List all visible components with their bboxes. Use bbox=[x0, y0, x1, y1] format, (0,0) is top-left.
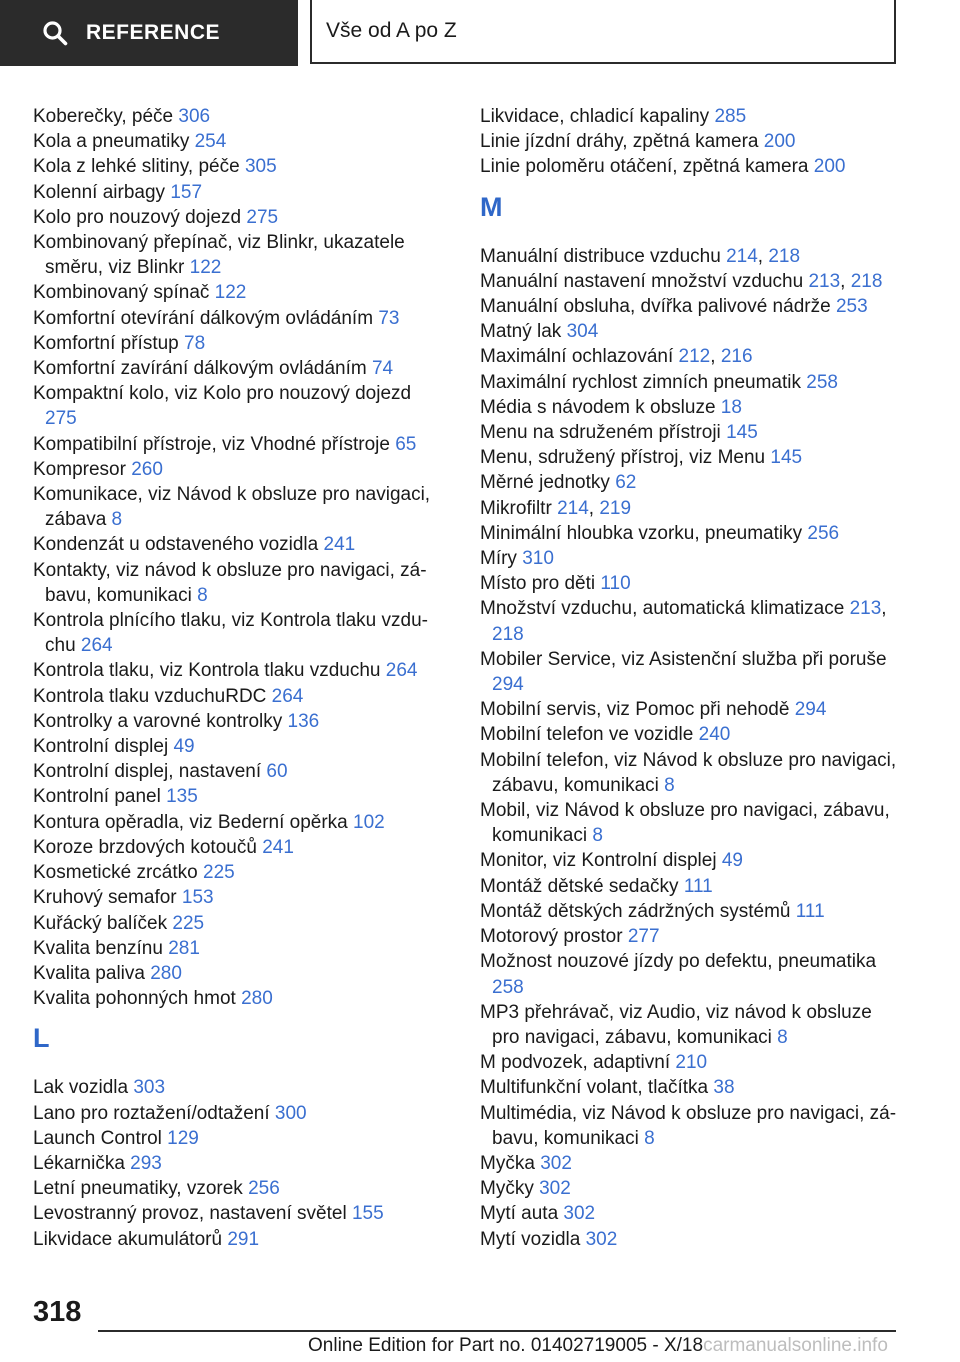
index-term: Kola a pneumatiky bbox=[33, 131, 195, 153]
index-term: Kontura opěradla, viz Bederní opěrka bbox=[33, 811, 354, 833]
index-entry bbox=[480, 269, 900, 294]
section-tab-label: Vše od A po Z bbox=[326, 19, 457, 42]
index-term: Kompatibilní přístroje, viz Vhodné přístroje bbox=[33, 433, 396, 455]
index-entry bbox=[33, 558, 433, 608]
page-link[interactable]: 145 bbox=[770, 447, 803, 469]
index-entry bbox=[33, 482, 433, 532]
index-entry bbox=[480, 697, 900, 722]
index-entry bbox=[33, 331, 433, 356]
index-entry bbox=[480, 445, 900, 470]
page-link[interactable]: 62 bbox=[615, 472, 637, 494]
index-entry bbox=[33, 734, 433, 759]
index-term: Mobil, viz Návod k obsluze pro navigaci, zábavu, komunikaci bbox=[480, 800, 890, 847]
index-entry bbox=[33, 1176, 433, 1201]
index-term: Komunikace, viz Návod k obsluze pro navigaci, zábava bbox=[33, 484, 431, 531]
index-term: Mikrofiltr bbox=[480, 497, 558, 519]
index-entry bbox=[480, 1101, 900, 1151]
page-link[interactable]: 275 bbox=[246, 206, 279, 228]
page-link[interactable]: 256 bbox=[807, 522, 840, 544]
index-term: Mobilní telefon ve vozidle bbox=[480, 724, 699, 746]
index-term: Komfortní otevírání dálkovým ovládáním bbox=[33, 307, 379, 329]
index-entry bbox=[480, 344, 900, 369]
index-entry bbox=[480, 1201, 900, 1226]
page-link[interactable]: 241 bbox=[323, 534, 356, 556]
index-entry bbox=[33, 709, 433, 734]
index-term: Multimédia, viz Návod k obsluze pro navigaci, zábavu, komunikaci bbox=[480, 1102, 897, 1149]
page-link[interactable]: 213 bbox=[849, 598, 882, 620]
page-link[interactable]: 241 bbox=[262, 836, 294, 858]
page-number: 318 bbox=[33, 1296, 82, 1328]
index-entry bbox=[480, 924, 900, 949]
index-term: Manuální distribuce vzduchu bbox=[480, 245, 727, 267]
index-entry bbox=[33, 860, 433, 885]
index-entry bbox=[33, 658, 433, 683]
index-entry bbox=[33, 961, 433, 986]
page-link[interactable]: 294 bbox=[794, 699, 827, 721]
index-term: Kombinovaný přepínač, viz Blinkr, ukazatele směru, viz Blinkr bbox=[33, 232, 405, 279]
page-link[interactable]: 285 bbox=[714, 106, 747, 127]
index-entry bbox=[480, 104, 900, 129]
index-term: Levostranný provoz, nastavení světel bbox=[33, 1203, 352, 1225]
index-term: Množství vzduchu, automatická klimatizace bbox=[480, 598, 850, 620]
section-letter-heading: L bbox=[33, 1023, 50, 1054]
index-term: Linie jízdní dráhy, zpětná kamera bbox=[480, 131, 764, 153]
index-entry bbox=[33, 180, 433, 205]
index-term: Kontrola tlaku vzduchuRDC bbox=[33, 685, 272, 707]
index-term: Kombinovaný spínač bbox=[33, 282, 215, 304]
section-letter-heading: M bbox=[480, 191, 503, 222]
index-term: Komfortní přístup bbox=[33, 332, 185, 354]
page-link[interactable]: 310 bbox=[522, 548, 554, 570]
index-term: Kontrolky a varovné kontrolky bbox=[33, 710, 288, 732]
index-entry bbox=[33, 104, 433, 129]
page-link[interactable]: 218 bbox=[768, 245, 801, 267]
page-link[interactable]: 111 bbox=[683, 875, 713, 897]
index-term: Komfortní zavírání dálkovým ovládáním bbox=[33, 358, 372, 380]
index-entry bbox=[480, 848, 900, 873]
page-link[interactable]: 302 bbox=[540, 1152, 572, 1174]
page-link[interactable]: 136 bbox=[287, 710, 320, 732]
index-term: Kola z lehké slitiny, péče bbox=[33, 156, 245, 178]
page-link[interactable]: 264 bbox=[385, 660, 418, 682]
index-term: Možnost nouzové jízdy po defektu, pneumatika bbox=[480, 951, 877, 973]
index-term: Multifunkční volant, tlačítka bbox=[480, 1077, 714, 1099]
page-link[interactable]: 218 bbox=[850, 270, 883, 292]
page-link[interactable]: 256 bbox=[248, 1178, 280, 1200]
index-entry bbox=[33, 986, 433, 1011]
page-link[interactable]: 8 bbox=[592, 825, 603, 847]
index-entry bbox=[480, 1227, 900, 1252]
page-link[interactable]: 275 bbox=[45, 408, 77, 430]
page-separator: , bbox=[757, 245, 769, 267]
reference-tab-label: REFERENCE bbox=[86, 21, 221, 44]
page-link[interactable]: 291 bbox=[227, 1228, 260, 1250]
index-entry bbox=[33, 911, 433, 936]
page-link[interactable]: 253 bbox=[835, 296, 868, 318]
index-term: Kvalita pohonných hmot bbox=[33, 988, 242, 1010]
page-link[interactable]: 218 bbox=[492, 623, 524, 645]
index-term: Kruhový semafor bbox=[33, 887, 182, 909]
page-link[interactable]: 49 bbox=[721, 850, 743, 872]
index-entry bbox=[480, 949, 900, 999]
index-term: Kvalita benzínu bbox=[33, 937, 169, 959]
page-link[interactable]: 18 bbox=[720, 396, 742, 418]
index-term: Kolenní airbagy bbox=[33, 181, 171, 203]
index-term: Kuřácký balíček bbox=[33, 912, 173, 934]
index-entry bbox=[480, 470, 900, 495]
page-link[interactable]: 74 bbox=[371, 358, 394, 380]
page-link[interactable]: 225 bbox=[172, 912, 205, 934]
index-entry bbox=[33, 759, 433, 784]
index-term: Kontrola plnícího tlaku, viz Kontrola tlaku vzduchu bbox=[33, 610, 428, 657]
page-link[interactable]: 65 bbox=[395, 433, 417, 455]
page-link[interactable]: 225 bbox=[203, 862, 235, 884]
index-term: Launch Control bbox=[33, 1127, 168, 1149]
page-link[interactable]: 219 bbox=[599, 497, 632, 519]
page-link[interactable]: 78 bbox=[184, 332, 206, 354]
top-tab-bar bbox=[0, 0, 960, 66]
page-link[interactable]: 122 bbox=[189, 257, 222, 279]
index-entry bbox=[480, 244, 900, 269]
page-link[interactable]: 281 bbox=[168, 937, 200, 959]
index-term: Kontrolní displej, nastavení bbox=[33, 761, 267, 783]
index-term: Koroze brzdových kotoučů bbox=[33, 836, 263, 858]
page-link[interactable]: 135 bbox=[166, 786, 198, 808]
page-link[interactable]: 303 bbox=[133, 1077, 166, 1099]
index-entry bbox=[480, 546, 900, 571]
page-separator: , bbox=[840, 270, 851, 292]
index-entry bbox=[33, 608, 433, 658]
index-entry bbox=[480, 1176, 900, 1201]
index-entry bbox=[33, 356, 433, 381]
index-entry bbox=[480, 596, 900, 646]
page-link[interactable]: 38 bbox=[713, 1077, 735, 1099]
page-link[interactable]: 277 bbox=[627, 926, 660, 948]
page-link[interactable]: 304 bbox=[566, 321, 599, 343]
index-entry bbox=[33, 1101, 433, 1126]
index-entry bbox=[33, 810, 433, 835]
page-link[interactable]: 300 bbox=[274, 1102, 307, 1124]
page-link[interactable]: 8 bbox=[777, 1026, 788, 1048]
index-entry bbox=[480, 496, 900, 521]
index-term: Montáž dětských zádržných systémů bbox=[480, 900, 796, 922]
page-link[interactable]: 258 bbox=[492, 976, 524, 998]
index-entry bbox=[33, 835, 433, 860]
index-term: Montáž dětské sedačky bbox=[480, 875, 684, 897]
index-term: Lano pro roztažení/odtažení bbox=[33, 1102, 275, 1124]
index-entry bbox=[480, 420, 900, 445]
page-link[interactable]: 155 bbox=[351, 1203, 384, 1225]
index-term: Měrné jednotky bbox=[480, 472, 616, 494]
edition-text: Online Edition for Part no. 01402719005 - X/18 bbox=[308, 1335, 704, 1356]
index-term: Mobilní servis, viz Pomoc při nehodě bbox=[480, 699, 795, 721]
page-link[interactable]: 306 bbox=[178, 106, 211, 127]
index-term: Myčka bbox=[480, 1152, 541, 1174]
page-link[interactable]: 212 bbox=[678, 346, 711, 368]
index-entry bbox=[480, 798, 900, 848]
index-term: Mytí vozidla bbox=[480, 1228, 586, 1250]
page-link[interactable]: 302 bbox=[563, 1203, 596, 1225]
index-entry bbox=[33, 432, 433, 457]
page-link[interactable]: 302 bbox=[539, 1178, 571, 1200]
index-term: Mobilní telefon, viz Návod k obsluze pro navigaci, zábavu, komunikaci bbox=[480, 749, 897, 796]
index-entry bbox=[33, 885, 433, 910]
index-term: Monitor, viz Kontrolní displej bbox=[480, 850, 722, 872]
index-entry bbox=[33, 1075, 433, 1100]
index-term: Manuální obsluha, dvířka palivové nádrže bbox=[480, 296, 836, 318]
watermark-text: carmanualsonline.info bbox=[703, 1335, 888, 1356]
page-link[interactable]: 280 bbox=[241, 988, 273, 1010]
index-term: Maximální ochlazování bbox=[480, 346, 679, 368]
page-link[interactable]: 302 bbox=[585, 1228, 618, 1250]
page-link[interactable]: 200 bbox=[763, 131, 796, 153]
index-entry bbox=[33, 1151, 433, 1176]
index-entry bbox=[480, 899, 900, 924]
index-term: Kompresor bbox=[33, 458, 132, 480]
page-link[interactable]: 102 bbox=[353, 811, 385, 833]
index-entry bbox=[480, 1050, 900, 1075]
page-link[interactable]: 214 bbox=[726, 245, 758, 267]
index-entry bbox=[33, 129, 433, 154]
index-entry bbox=[33, 1227, 433, 1252]
index-entry bbox=[480, 370, 900, 395]
search-icon bbox=[42, 20, 68, 46]
index-entry bbox=[480, 647, 900, 697]
index-term: Matný lak bbox=[480, 321, 567, 343]
index-entry bbox=[480, 571, 900, 596]
index-entry bbox=[480, 722, 900, 747]
page-link[interactable]: 213 bbox=[808, 270, 841, 292]
index-term: Minimální hloubka vzorku, pneumatiky bbox=[480, 522, 808, 544]
index-term: Kontrolní displej bbox=[33, 736, 174, 758]
index-entry bbox=[33, 457, 433, 482]
index-entry bbox=[33, 1126, 433, 1151]
page-link[interactable]: 258 bbox=[806, 371, 838, 393]
index-term: Likvidace, chladicí kapaliny bbox=[480, 106, 715, 127]
index-entry bbox=[480, 395, 900, 420]
index-term: Lak vozidla bbox=[33, 1077, 134, 1099]
index-term: Kontakty, viz návod k obsluze pro navigaci, zábavu, komunikaci bbox=[33, 559, 427, 606]
page-link[interactable]: 210 bbox=[675, 1052, 708, 1074]
index-term: Kolo pro nouzový dojezd bbox=[33, 206, 247, 228]
index-term: Menu na sdruženém přístroji bbox=[480, 422, 727, 444]
page-link[interactable]: 49 bbox=[173, 736, 195, 758]
footer-divider bbox=[98, 1330, 896, 1332]
page-link[interactable]: 254 bbox=[194, 131, 227, 153]
index-term: Kompaktní kolo, viz Kolo pro nouzový dojezd bbox=[33, 383, 412, 405]
index-column-left bbox=[33, 104, 433, 1252]
index-entry bbox=[33, 230, 433, 280]
page-link[interactable]: 8 bbox=[644, 1127, 655, 1149]
index-entry bbox=[33, 532, 433, 557]
index-term: Míry bbox=[480, 548, 523, 570]
index-entry bbox=[480, 1000, 900, 1050]
index-entry bbox=[480, 129, 900, 154]
page-link[interactable]: 216 bbox=[720, 346, 753, 368]
page-link[interactable]: 145 bbox=[726, 422, 758, 444]
page-link[interactable]: 305 bbox=[244, 156, 277, 178]
page-link[interactable]: 111 bbox=[795, 900, 825, 922]
index-term: Manuální nastavení množství vzduchu bbox=[480, 270, 809, 292]
page-link[interactable]: 153 bbox=[181, 887, 214, 909]
page-link[interactable]: 264 bbox=[271, 685, 304, 707]
index-term: Média s návodem k obsluze bbox=[480, 396, 721, 418]
index-term: Mobiler Service, viz Asistenční služba při poruše bbox=[480, 648, 887, 670]
index-term: Menu, sdružený přístroj, viz Menu bbox=[480, 447, 771, 469]
page-link[interactable]: 8 bbox=[664, 774, 675, 796]
index-entry bbox=[33, 784, 433, 809]
index-term: Kontrola tlaku, viz Kontrola tlaku vzduchu bbox=[33, 660, 386, 682]
reference-tab[interactable] bbox=[0, 0, 298, 66]
section-tab[interactable] bbox=[310, 0, 896, 64]
index-term: Likvidace akumulátorů bbox=[33, 1228, 228, 1250]
index-entry bbox=[480, 319, 900, 344]
index-term: Myčky bbox=[480, 1178, 540, 1200]
index-entry bbox=[480, 748, 900, 798]
page-link[interactable]: 8 bbox=[197, 584, 208, 606]
index-term: Kontrolní panel bbox=[33, 786, 167, 808]
index-term: Kosmetické zrcátko bbox=[33, 862, 203, 884]
index-term: Koberečky, péče bbox=[33, 106, 179, 127]
index-column-right bbox=[480, 104, 900, 1252]
index-term: Lékarnička bbox=[33, 1152, 131, 1174]
index-entry bbox=[480, 874, 900, 899]
page-link[interactable]: 294 bbox=[492, 674, 524, 696]
index-entry bbox=[33, 381, 433, 431]
index-entry bbox=[33, 306, 433, 331]
index-term: Místo pro děti bbox=[480, 573, 601, 595]
index-term: Kondenzát u odstaveného vozidla bbox=[33, 534, 324, 556]
page-link[interactable]: 8 bbox=[111, 509, 123, 531]
page-link[interactable]: 60 bbox=[266, 761, 288, 783]
index-entry bbox=[480, 294, 900, 319]
page-link[interactable]: 129 bbox=[167, 1127, 199, 1149]
index-entry bbox=[480, 1151, 900, 1176]
page-link[interactable]: 280 bbox=[150, 962, 182, 984]
index-entry bbox=[33, 1201, 433, 1226]
index-term: Kvalita paliva bbox=[33, 962, 151, 984]
page-link[interactable]: 260 bbox=[131, 458, 163, 480]
page-link[interactable]: 240 bbox=[698, 724, 731, 746]
page-link[interactable]: 73 bbox=[378, 307, 400, 329]
index-term: M podvozek, adaptivní bbox=[480, 1052, 676, 1074]
index-entry bbox=[33, 205, 433, 230]
index-entry bbox=[33, 154, 433, 179]
page-separator: , bbox=[710, 346, 721, 368]
page-separator: , bbox=[588, 497, 600, 519]
page-link[interactable]: 264 bbox=[80, 635, 113, 657]
index-entry bbox=[33, 936, 433, 961]
index-term: Letní pneumatiky, vzorek bbox=[33, 1178, 249, 1200]
page-link[interactable]: 157 bbox=[170, 181, 203, 203]
index-term: Mytí auta bbox=[480, 1203, 564, 1225]
index-term: Linie poloměru otáčení, zpětná kamera bbox=[480, 156, 814, 178]
page-link[interactable]: 214 bbox=[557, 497, 589, 519]
index-entry bbox=[480, 1075, 900, 1100]
index-term: Maximální rychlost zimních pneumatik bbox=[480, 371, 807, 393]
index-term: MP3 přehrávač, viz Audio, viz návod k obsluze pro navigaci, zábavu, komunikaci bbox=[480, 1001, 872, 1048]
index-entry bbox=[33, 280, 433, 305]
page-link[interactable]: 200 bbox=[813, 156, 846, 178]
page-link[interactable]: 110 bbox=[600, 573, 631, 595]
index-entry bbox=[480, 521, 900, 546]
index-term: Motorový prostor bbox=[480, 926, 628, 948]
page-separator: , bbox=[881, 598, 887, 620]
footer-edition-line bbox=[308, 1335, 888, 1357]
page-link[interactable]: 122 bbox=[214, 282, 247, 304]
index-entry bbox=[480, 154, 900, 179]
index-entry bbox=[33, 684, 433, 709]
page-link[interactable]: 293 bbox=[130, 1152, 162, 1174]
